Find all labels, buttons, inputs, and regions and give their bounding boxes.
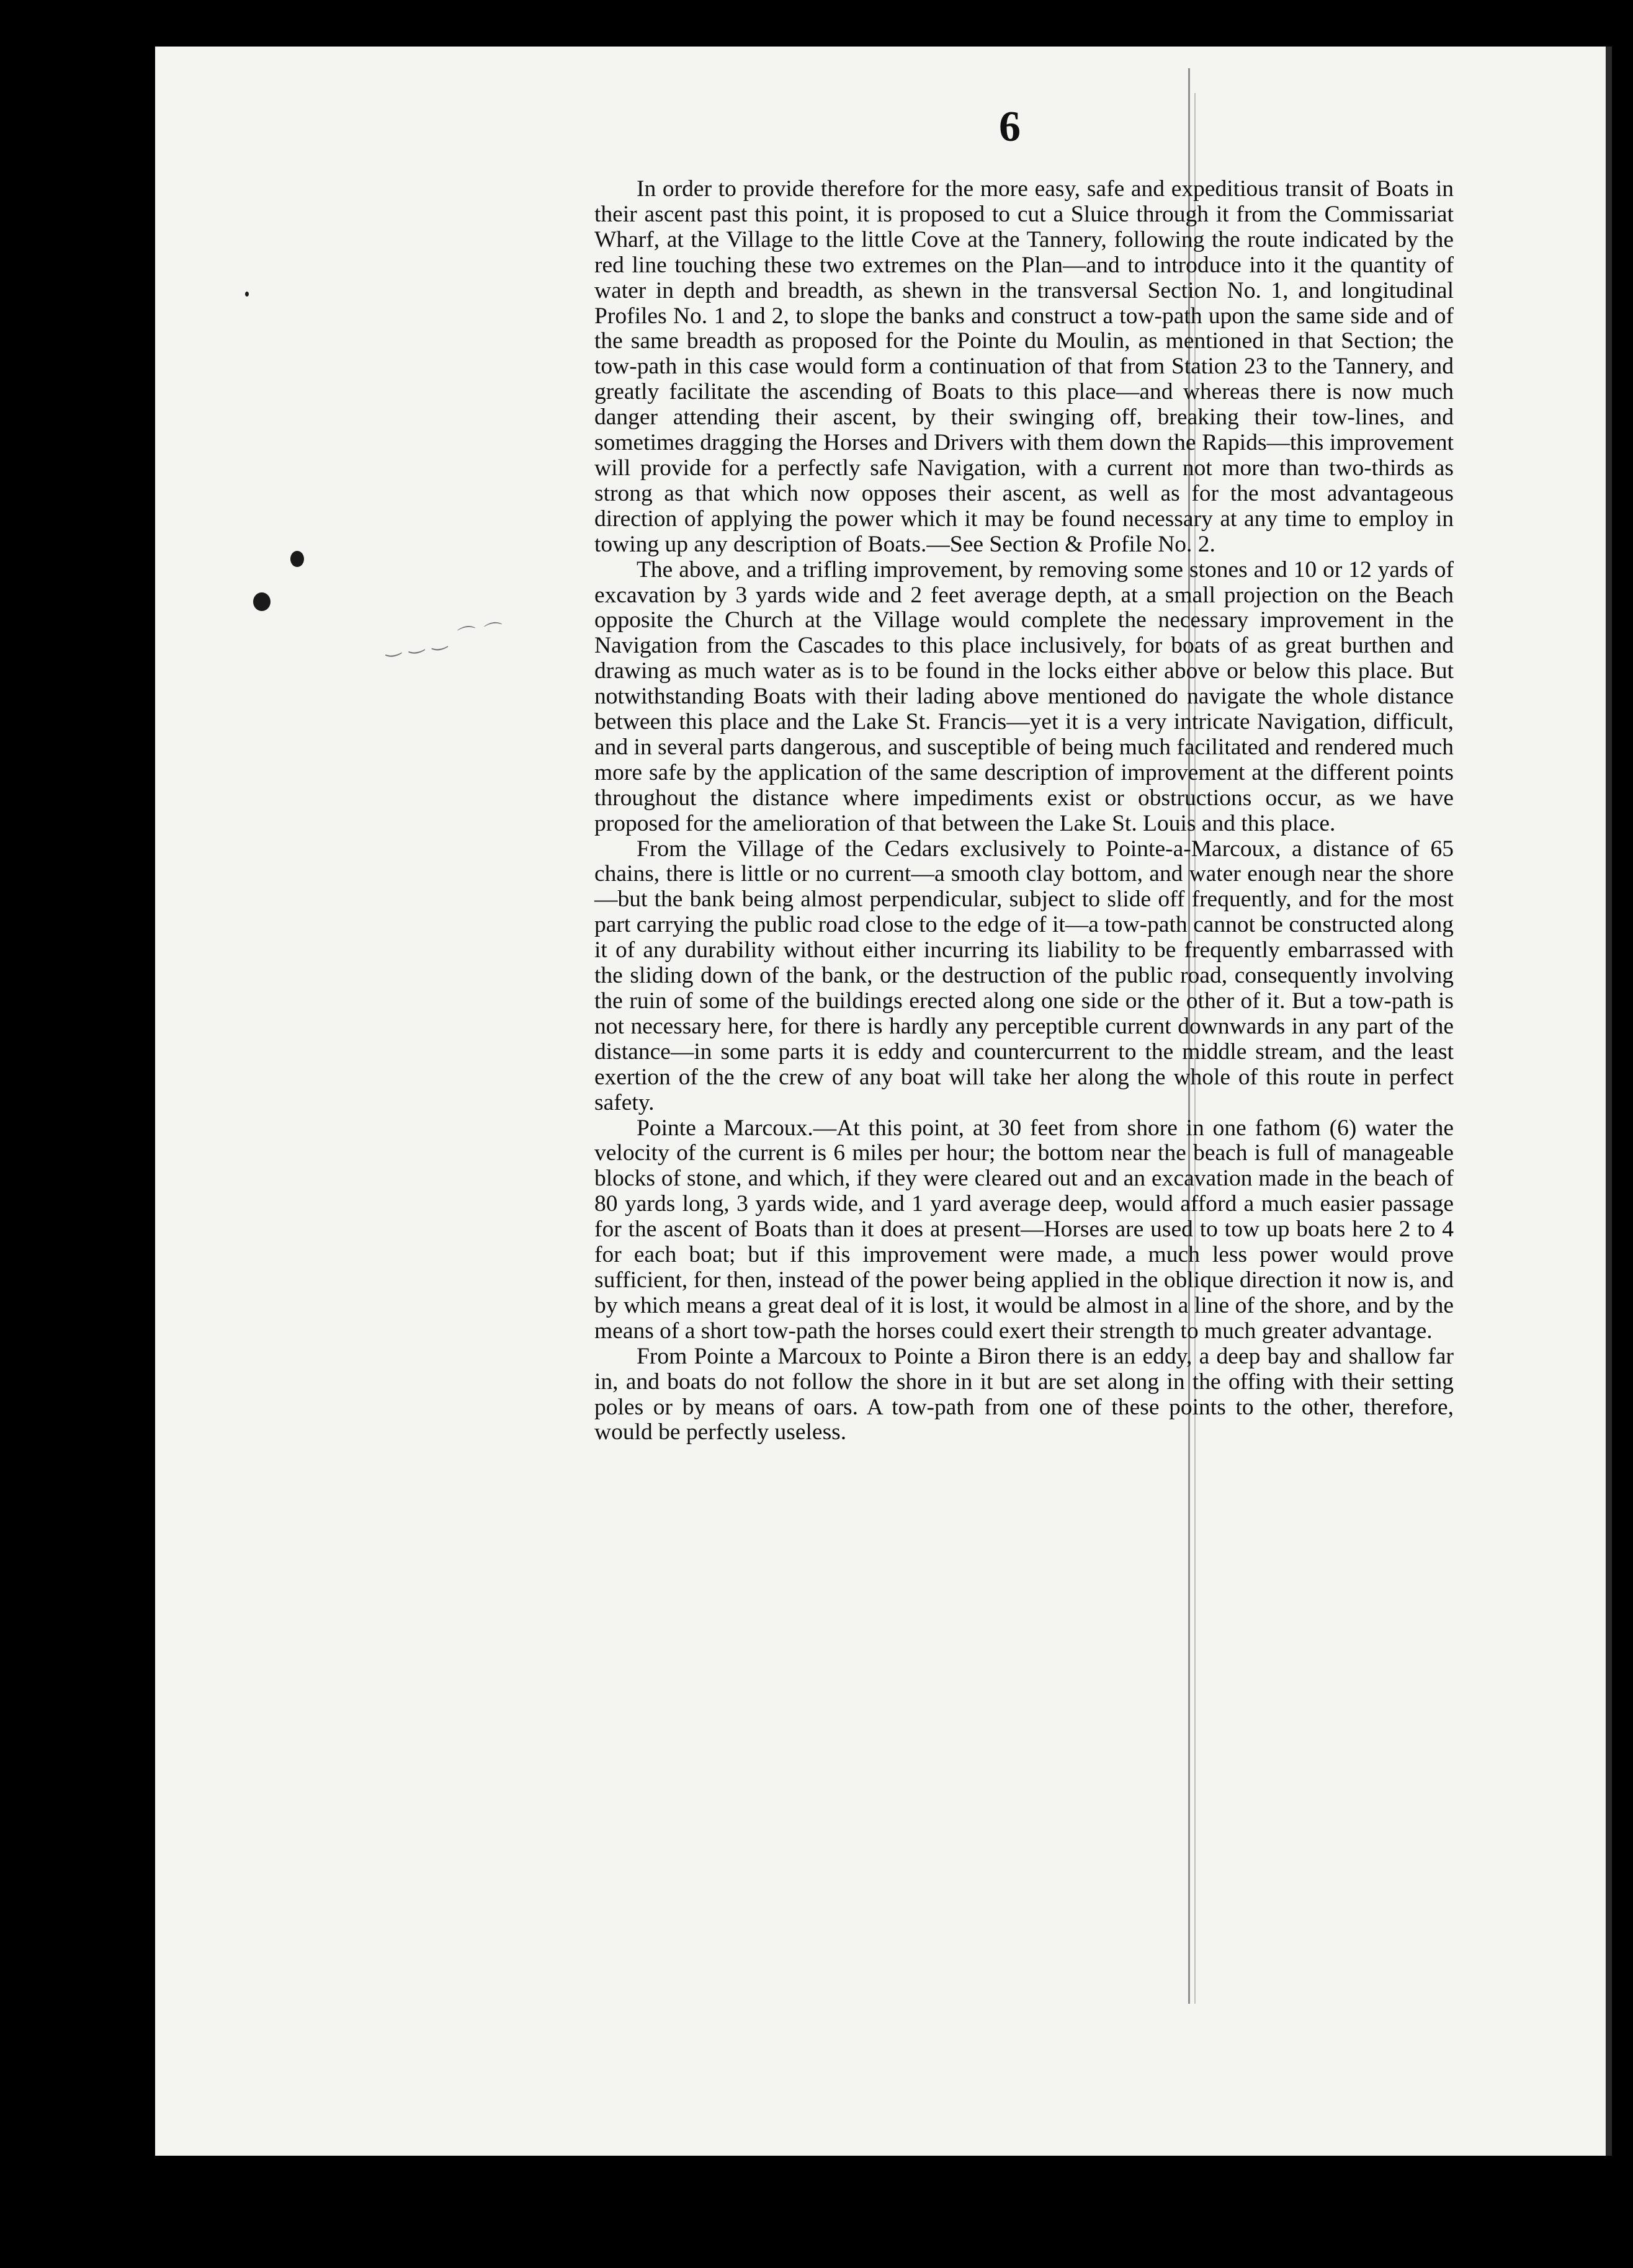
- page-edge-shadow: [1606, 47, 1612, 2156]
- ink-blot-mark: [253, 592, 271, 611]
- paragraph-sluice-proposal: In order to provide therefore for the more easy, safe and expeditious transit of Boats in their ascent past this point, it is proposed to cut a Sluice through it from the Commissariat Wharf, at the Village to the little Cove at the Tannery, following the route indicated by the red line touching these two extremes on the Plan—and to introduce into it the quantity of water in depth and breadth, as shewn in the transversal Section No. 1, and longitudinal Profiles No. 1 and 2, to slope the banks and construct a tow-path upon the same side and of the same breadth as proposed for the Pointe du Moulin, as mentioned in that Section; the tow-path in this case would form a continuation of that from Station 23 to the Tannery, and greatly facilitate the ascending of Boats to this place—and whereas there is now much danger attending their ascent, by their swinging off, breaking their tow-lines, and sometimes dragging the Horses and Drivers with them down the Rapids—this improvement will provide for a perfectly safe Navigation, with a current not more than two-thirds as strong as that which now opposes their ascent, as well as for the most advantageous direction of applying the power which it may be found necessary at any time to employ in towing up any description of Boats.—See Section & Profile No. 2.: [594, 176, 1454, 557]
- paragraph-pointe-a-marcoux: Pointe a Marcoux.—At this point, at 30 feet from shore in one fathom (6) water the velocity of the current is 6 miles per hour; the bottom near the beach is full of manageable blocks of stone, and which, if they were cleared out and an excavation made in the beach of 80 yards long, 3 yards wide, and 1 yard average deep, would afford a much easier passage for the ascent of Boats than it does at present—Horses are used to tow up boats here 2 to 4 for each boat; but if this improvement were made, a much less power would prove sufficient, for then, instead of the power being applied in the oblique direction it now is, and by which means a great deal of it is lost, it would be almost in a line of the shore, and by the means of a short tow-path the horses could exert their strength to much greater advantage.: [594, 1115, 1454, 1344]
- paragraph-navigation-improvement: The above, and a trifling improvement, by removing some stones and 10 or 12 yards of excavation by 3 yards wide and 2 feet average depth, at a small projection on the Beach opposite the Church at the Village would complete the necessary improvement in the Navigation from the Cascades to this place inclusively, for boats of as great burthen and drawing as much water as is to be found in the locks either above or below this place. But notwithstanding Boats with their lading above mentioned do navigate the whole distance between this place and the Lake St. Francis—yet it is a very intricate Navigation, difficult, and in several parts dangerous, and susceptible of being much facilitated and rendered much more safe by the application of the same description of improvement at the different points throughout the distance where impediments exist or obstructions occur, as we have proposed for the amelioration of that between the Lake St. Louis and this place.: [594, 556, 1454, 836]
- body-text: [594, 177, 1454, 1445]
- paragraph-pointe-a-biron: From Pointe a Marcoux to Pointe a Biron there is an eddy, a deep bay and shallow far in, and boats do not follow the shore in it but are set along in the offing with their setting poles or by means of oars. A tow-path from one of these points to the other, therefore, would be perfectly useless.: [594, 1343, 1454, 1445]
- ink-blot-mark: [290, 551, 304, 567]
- ink-blot-mark: [245, 292, 249, 297]
- paragraph-village-of-the-cedars: From the Village of the Cedars exclusively to Pointe-a-Marcoux, a distance of 65 chains, there is little or no current—a smooth clay bottom, and water enough near the shore—but the bank being almost perpendicular, subject to slide off frequently, and for the most part carrying the public road close to the edge of it—a tow-path cannot be constructed along it of any durability without either incurring its liability to be frequently embarrassed with the sliding down of the bank, or the destruction of the public road, consequently involving the ruin of some of the buildings erected along one side or the other of it. But a tow-path is not necessary here, for there is hardly any perceptible current downwards in any part of the distance—in some parts it is eddy and countercurrent to the middle stream, and the least exertion of the the crew of any boat will take her along the whole of this route in perfect safety.: [594, 836, 1454, 1115]
- page-number: 6: [999, 103, 1021, 151]
- faint-pencil-scribble: ‿ ‿ ‿ ⌒ ⌒: [384, 620, 504, 658]
